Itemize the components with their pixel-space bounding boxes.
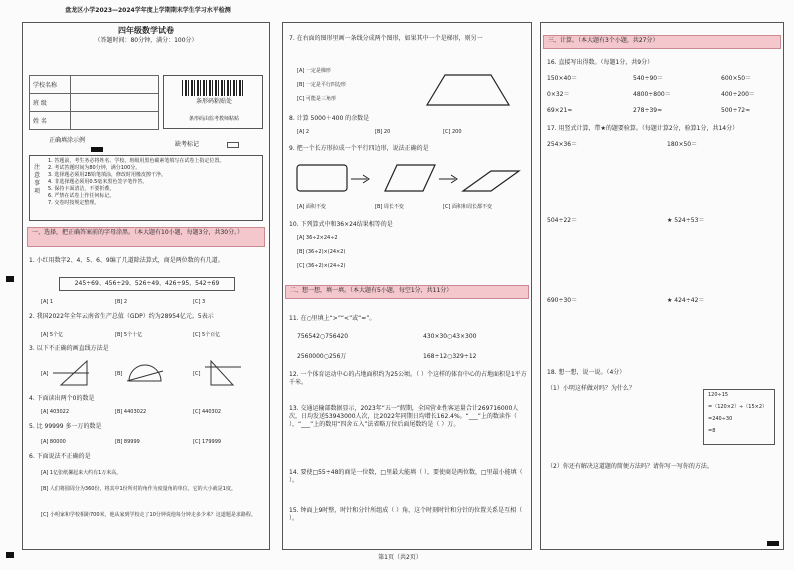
note-item: 6. 严禁在试卷上作任何标记。 (48, 193, 115, 199)
q4-option-a[interactable]: [A] 403022 (41, 409, 69, 415)
left-column (22, 22, 270, 550)
q7-option-b[interactable]: [B] 一定是平行四边形 (297, 82, 346, 88)
q8-text: 8. 计算 5000＋400 的余数是 (289, 115, 370, 122)
q11-item[interactable]: 756542○756420 (297, 333, 349, 340)
barcode-area (163, 75, 263, 129)
q4-option-b[interactable]: [B] 4403022 (115, 409, 147, 415)
q16-item: 69×21≈ (547, 107, 573, 114)
q7-option-c[interactable]: [C] 可能是三角形 (297, 96, 336, 102)
q1-option-b[interactable]: [B] 2 (115, 299, 128, 305)
q18-part1: （1）小明这样做对吗？为什么？ (547, 385, 635, 392)
section2-header: 二、想一想，填一填。（本大题有5小题，每空1分，共11分） (285, 285, 529, 299)
time-score: （答题时间：80分钟，满分：100分） (94, 37, 198, 44)
q5-option-c[interactable]: [C] 179999 (193, 439, 222, 445)
q3-option-b[interactable]: [B] (115, 371, 123, 377)
name-field[interactable] (71, 112, 159, 130)
q13-text: 13. 交通运输部数据显示，2023年“五一”假期，全国营业性客运量合计269716000人次，日均发送53943000人次，比2022年同期日均增长162.4%。“___”上的数读作（ ），“___”上的数用“四舍五入”法省略万位后面尾数约是（ ）万。 (289, 405, 519, 428)
name-label: 姓 名 (30, 112, 71, 130)
q7-option-a[interactable]: [A] 一定是梯形 (297, 68, 331, 74)
note-item: 2. 考试答题时间为80分钟，满分100分。 (48, 165, 141, 171)
notes-label: 注意事项 (33, 164, 40, 195)
q16-item: 400÷200＝ (721, 91, 755, 98)
q18-step: 120÷15 (708, 392, 729, 398)
q1-text: 1. 小红用数字2、4、5、6、9编了几道除法算式，商是两位数的有几道。 (29, 257, 224, 264)
q10-option-c[interactable]: [C] (36÷2)×(24÷2) (297, 263, 346, 269)
barcode-note: 条形码由监考教师粘贴 (188, 116, 239, 122)
school-field[interactable] (71, 76, 159, 94)
q4-option-c[interactable]: [C] 440302 (193, 409, 222, 415)
q2-option-a[interactable]: [A] 5个亿 (41, 332, 64, 338)
q17-item: 254×36＝ (547, 141, 578, 148)
q11-item[interactable]: 2560000○256万 (297, 353, 347, 360)
section3-header: 三、计算。（本大题有3个小题，共27分） (543, 35, 781, 49)
q6-option-c[interactable]: [C] 小明家和学校相距700米，他从家到学校走了10分钟说他每分钟走多少米？这道题是求路程。 (41, 512, 256, 518)
q16-item: 278÷39≈ (633, 107, 663, 114)
q18-step: =8 (708, 428, 716, 434)
absent-label: 缺考标记 (175, 141, 200, 148)
binding-mark (6, 276, 14, 282)
q11-item[interactable]: 168÷12○329÷12 (423, 353, 477, 360)
set-square-icon (203, 357, 243, 387)
q18-work-box (703, 389, 775, 445)
q9-option-a[interactable]: [A] 面积不变 (297, 204, 326, 210)
corner-mark (767, 541, 779, 546)
q17-item: ★ 424÷42＝ (667, 297, 705, 304)
note-item: 7. 交卷时按规定整理。 (48, 200, 100, 206)
q16-item: 4800÷800＝ (633, 91, 671, 98)
q16-item: 540÷90＝ (633, 75, 664, 82)
protractor-icon (125, 357, 165, 387)
class-field[interactable] (71, 94, 159, 112)
absent-checkbox[interactable] (227, 142, 239, 148)
section1-header: 一、选择，把正确答案前的字母涂黑。（本大题有10小题，每题3分，共30分。） (27, 227, 265, 247)
right-column (540, 22, 784, 550)
q14-text: 14. 要使□55÷48的商是一位数，□里最大能填（ ），要使商是两位数，□里最小能填（ ）。 (289, 469, 523, 484)
q2-text: 2. 我国2022年全年云南省生产总值（GDP）约为28954亿元。5表示 (29, 313, 214, 320)
paper-subtitle: 四年级数学试卷 (118, 26, 174, 35)
note-item: 1. 答题前，考生务必将姓名、学校、班级用黑色碳素笔填写在试卷上指定位置。 (48, 158, 225, 164)
exam-title: 盘龙区小学2023—2024学年度上学期期末学生学习水平检测 (65, 7, 231, 14)
q10-option-a[interactable]: [A] 36÷2×24÷2 (297, 235, 338, 241)
q2-option-c[interactable]: [C] 5个百亿 (193, 332, 221, 338)
barcode-icon (182, 80, 244, 96)
q3-option-a[interactable]: [A] (41, 371, 49, 377)
fill-example-mark (91, 147, 103, 152)
q9-option-c[interactable]: [C] 面积和周长都不变 (443, 204, 492, 210)
q2-option-b[interactable]: [B] 5个十亿 (115, 332, 143, 338)
q12-text: 12. 一个体育运动中心的占地面积约为25公顷。（ ）个这样的体育中心的占地面积是1平方千米。 (289, 371, 527, 386)
q6-text: 6. 下面说法不正确的是 (29, 453, 91, 460)
q17-item: 180×50＝ (667, 141, 698, 148)
middle-column (282, 22, 532, 550)
note-item: 5. 保持卡面清洁，不要折叠。 (48, 186, 115, 192)
q6-option-a[interactable]: [A] 1亿张纸摞起来大约有1万米高。 (41, 470, 122, 476)
q3-text: 3. 以下不正确的画直线方法是 (29, 345, 109, 352)
q3-option-c[interactable]: [C] (193, 371, 201, 377)
binding-mark (6, 552, 14, 558)
trapezoid-icon (423, 73, 513, 109)
q17-item: 690÷30＝ (547, 297, 578, 304)
notes-box (29, 155, 263, 221)
q9-text: 9. 把一个长方形拉成一个平行四边形，说法正确的是 (289, 145, 429, 152)
q8-option-b[interactable]: [B] 20 (375, 129, 391, 135)
q15-text: 15. 钟面上9时整，时针和分针所组成（ ）角，这个时刻时针和分针的位置关系是互相（ ）。 (289, 507, 523, 522)
fill-example-label: 正确填涂示例 (49, 137, 86, 144)
q9-option-b[interactable]: [B] 周长不变 (375, 204, 404, 210)
q16-item: 500÷72≈ (721, 107, 751, 114)
q16-item: 150×40＝ (547, 75, 578, 82)
triangle-ruler-icon (51, 357, 91, 387)
q18-text: 18. 想一想，说一说。（4分） (547, 369, 626, 376)
q11-text: 11. 在○里填上“>”“<”或“=”。 (289, 315, 376, 322)
q10-text: 10. 下列算式中和36×24结果相等的是 (289, 221, 393, 228)
q1-option-a[interactable]: [A] 1 (41, 299, 54, 305)
q17-text: 17. 用竖式计算，带★的题要验算。（每题计算2分，验算1分，共14分） (547, 125, 739, 132)
q18-part2: （2）你还有解决这道题的简便方法吗？请你写一写你的方法。 (547, 463, 713, 470)
q5-text: 5. 比 99999 多一万的数是 (29, 423, 102, 430)
school-label: 学校名称 (30, 76, 71, 94)
q18-step: =（120×2）÷（15×2） (708, 404, 768, 410)
class-label: 班 级 (30, 94, 71, 112)
q16-item: 0×32＝ (547, 91, 570, 98)
q10-option-b[interactable]: [B] (36÷2)×(24×2) (297, 249, 346, 255)
q16-item: 600×50＝ (721, 75, 752, 82)
q11-item[interactable]: 430×30○43×300 (423, 333, 477, 340)
q5-option-b[interactable]: [B] 89999 (115, 439, 140, 445)
info-table (29, 75, 159, 130)
q1-expressions: 245÷69、456÷29、526÷49、426÷95、542÷69 (59, 277, 235, 291)
q17-item: 504÷22＝ (547, 217, 578, 224)
q8-option-c[interactable]: [C] 200 (443, 129, 462, 135)
page-number: 第1页（共2页） (378, 554, 422, 561)
q8-option-a[interactable]: [A] 2 (297, 129, 310, 135)
q1-option-c[interactable]: [C] 3 (193, 299, 206, 305)
q17-item: ★ 524÷53＝ (667, 217, 705, 224)
note-item: 4. 非选择题必须用0.5毫米黑色签字笔作答。 (48, 179, 148, 185)
note-item: 3. 选择题必须用2B铅笔填涂，修改时用橡皮擦干净。 (48, 172, 166, 178)
q6-option-b[interactable]: [B] 人们将圆周分为360份，将其中1份所对的角作为度量角的单位，它的大小就是1度。 (41, 486, 236, 492)
q18-step: =240÷30 (708, 416, 733, 422)
q16-text: 16. 直接写出得数。（每题1分，共9分） (547, 59, 654, 66)
rectangle-to-parallelogram-icon (293, 161, 523, 197)
barcode-label: 条形码粘贴处 (195, 98, 232, 105)
q4-text: 4. 下面读出两个0的数是 (29, 395, 95, 402)
q7-text: 7. 在右面的图形里画一条线分成两个图形，如果其中一个是梯形，则另一 (289, 35, 483, 42)
q5-option-a[interactable]: [A] 80000 (41, 439, 66, 445)
